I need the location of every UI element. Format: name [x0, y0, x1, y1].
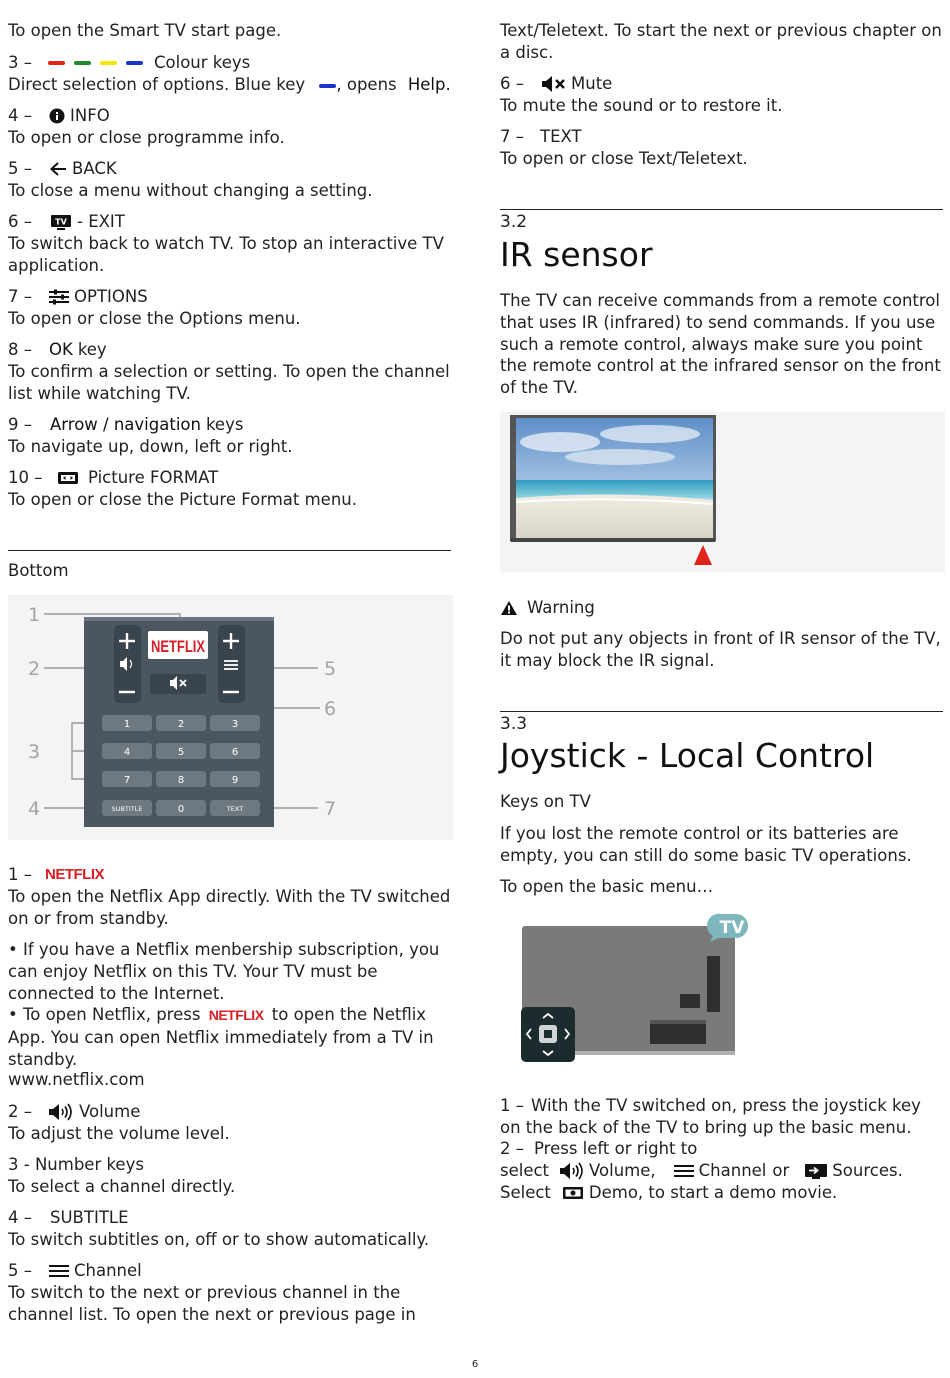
- item-4-heading: 4 – INFO: [8, 106, 110, 125]
- section-title-joystick: Joystick - Local Control: [500, 736, 875, 775]
- sources-icon: [805, 1163, 827, 1179]
- section-number-3-2: 3.2: [500, 212, 528, 232]
- joystick-illustration: [500, 908, 945, 1073]
- key-4: 4: [123, 747, 131, 758]
- warning-body: Do not put any objects in front of IR sensor of the TV, it may block the IR signal.: [500, 629, 941, 670]
- b5-desc: To switch to the next or previous channel in the channel list. To open the next or previous page in: [8, 1283, 416, 1324]
- key-7: 7: [123, 775, 131, 786]
- key-3: 3: [231, 719, 239, 730]
- b2-desc: To adjust the volume level.: [8, 1124, 230, 1143]
- red-key-icon: [48, 61, 65, 65]
- key-6: 6: [231, 747, 239, 758]
- section-title-ir-sensor: IR sensor: [500, 235, 653, 274]
- item-9-heading: 9 – Arrow / navigation keys: [8, 415, 244, 434]
- b2-heading: 2 – Volume: [8, 1102, 141, 1121]
- divider: [500, 711, 943, 712]
- open-basic-menu: To open the basic menu…: [500, 877, 714, 896]
- channel-list-icon: [674, 1164, 694, 1178]
- tv-icon: [51, 214, 71, 230]
- b1-bullet-1: • If you have a Netflix menbership subscription, you can enjoy Netflix on this TV. Your TV must be connected to the Internet.: [8, 940, 440, 1003]
- green-key-icon: [74, 61, 91, 65]
- ir-sensor-illustration: [500, 412, 945, 572]
- callout-4: 4: [28, 798, 41, 820]
- callout-3: 3: [28, 741, 41, 763]
- picture-format-icon: [58, 471, 78, 485]
- step-1: 1 – With the TV switched on, press the joystick key on the back of the TV to bring up the basic menu.: [500, 1096, 921, 1137]
- callout-5: 5: [324, 658, 337, 680]
- callout-6: 6: [324, 698, 337, 720]
- key-0: 0: [177, 804, 185, 815]
- b1-bullet-2: • To open Netflix, press NETFLIX to open the Netflix App. You can open Netflix immediately from a TV in standby.: [8, 1005, 434, 1069]
- item-8-desc: To confirm a selection or setting. To open the channel list while watching TV.: [8, 362, 450, 403]
- b4-desc: To switch subtitles on, off or to show automatically.: [8, 1230, 430, 1249]
- item-10-heading: 10 – Picture FORMAT: [8, 468, 219, 487]
- divider: [500, 209, 943, 210]
- item-9-desc: To navigate up, down, left or right.: [8, 437, 293, 456]
- key-1: 1: [123, 719, 131, 730]
- netflix-logo: NETFLIX: [45, 866, 104, 883]
- blue-key-icon: [319, 84, 336, 88]
- item-10-desc: To open or close the Picture Format menu.: [8, 490, 357, 509]
- b1-desc: To open the Netflix App directly. With the TV switched on or from standby.: [8, 887, 451, 928]
- netflix-url: www.netflix.com: [8, 1070, 145, 1089]
- info-icon: [49, 108, 65, 124]
- yellow-key-icon: [100, 61, 117, 65]
- item-7-desc: To open or close the Options menu.: [8, 309, 301, 328]
- item-3-heading: 3 – Colour keys: [8, 53, 251, 72]
- netflix-logo: NETFLIX: [208, 1007, 264, 1023]
- key-9: 9: [231, 775, 239, 786]
- section-title-bottom: Bottom: [8, 561, 69, 580]
- b3-heading: 3 - Number keys: [8, 1155, 144, 1174]
- netflix-logo: NETFLIX: [151, 637, 206, 656]
- page-number: 6: [471, 1359, 479, 1370]
- b7-desc: To open or close Text/Teletext.: [500, 149, 748, 168]
- keys-on-tv-subtitle: Keys on TV: [500, 792, 591, 811]
- item-5-heading: 5 – BACK: [8, 159, 117, 178]
- callout-7: 7: [324, 798, 337, 820]
- remote-bottom-illustration: [8, 595, 453, 840]
- b4-heading: 4 – SUBTITLE: [8, 1208, 129, 1227]
- ir-sensor-body: The TV can receive commands from a remote control that uses IR (infrared) to send commands. If you use such a remote control, always make sure you point the remote control at the infrared sensor on the front of the TV.: [500, 291, 941, 398]
- section-number-3-3: 3.3: [500, 714, 528, 734]
- demo-icon: [563, 1186, 583, 1200]
- b3-desc: To select a channel directly.: [8, 1177, 236, 1196]
- back-arrow-icon: [49, 161, 67, 177]
- key-subtitle: SUBTITLE: [111, 805, 143, 813]
- item-6-desc: To switch back to watch TV. To stop an interactive TV application.: [8, 234, 444, 275]
- warning-icon: [500, 600, 518, 616]
- mute-icon: [541, 76, 567, 92]
- joystick-body: If you lost the remote control or its batteries are empty, you can still do some basic TV operations.: [500, 824, 912, 865]
- channel-continuation: Text/Teletext. To start the next or previous chapter on a disc.: [500, 21, 942, 62]
- key-text: TEXT: [226, 805, 244, 813]
- callout-2: 2: [28, 658, 41, 680]
- intro-line: To open the Smart TV start page.: [8, 21, 282, 40]
- options-icon: [49, 289, 69, 305]
- warning-heading: Warning: [500, 597, 595, 619]
- callout-1: 1: [28, 604, 41, 626]
- item-7-heading: 7 – OPTIONS: [8, 287, 148, 306]
- item-4-desc: To open or close programme info.: [8, 128, 285, 147]
- item-8-heading: 8 – OK key: [8, 340, 107, 359]
- step-2-demo: Select Demo, to start a demo movie.: [500, 1183, 838, 1202]
- key-2: 2: [177, 719, 185, 730]
- svg-text:TV: TV: [55, 217, 67, 227]
- b5-heading: 5 – Channel: [8, 1261, 142, 1280]
- b1-heading: 1 – NETFLIX: [8, 865, 104, 884]
- key-8: 8: [177, 775, 185, 786]
- step-2: 2 – Press left or right to: [500, 1139, 698, 1158]
- tv-badge: TV: [719, 918, 745, 938]
- volume-icon: [559, 1162, 585, 1180]
- volume-icon: [48, 1103, 74, 1121]
- step-2-options: select Volume, Channel or Sources.: [500, 1161, 903, 1180]
- b6-desc: To mute the sound or to restore it.: [500, 96, 783, 115]
- item-3-desc: Direct selection of options. Blue key , opens Help.: [8, 75, 451, 94]
- channel-list-icon: [49, 1264, 69, 1278]
- b7-heading: 7 – TEXT: [500, 127, 582, 146]
- item-6-heading: 6 – TV - EXIT: [8, 212, 125, 231]
- b6-heading: 6 – Mute: [500, 74, 613, 93]
- blue-key-icon: [126, 61, 143, 65]
- divider: [8, 550, 451, 551]
- key-5: 5: [177, 747, 185, 758]
- item-5-desc: To close a menu without changing a setting.: [8, 181, 373, 200]
